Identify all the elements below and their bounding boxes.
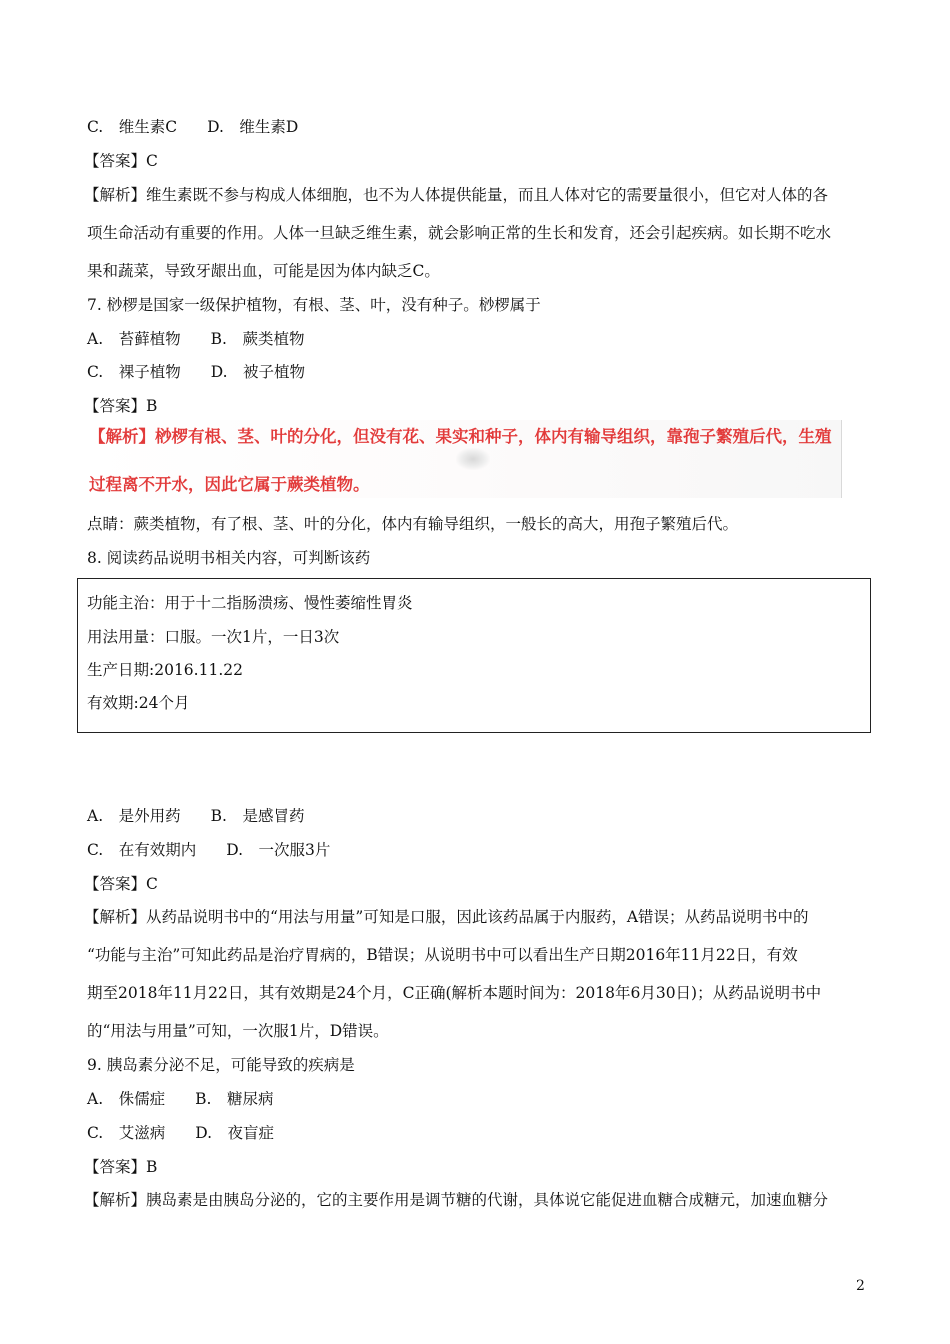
q8-analysis-line-3: 期至2018年11月22日，其有效期是24个月，C正确(解析本题时间为：2018年6月30日)；从药品说明书中 — [87, 984, 822, 1002]
q7-option-a: A. 苔藓植物 — [87, 330, 181, 348]
q9-option-c: C. 艾滋病 — [87, 1124, 166, 1142]
q9-option-b: B. 糖尿病 — [195, 1090, 274, 1108]
drug-label-expiry: 有效期:24个月 — [87, 694, 190, 712]
q7-option-b: B. 蕨类植物 — [210, 330, 305, 348]
q7-options-ab — [87, 329, 304, 349]
q8-option-d: D. 一次服3片 — [226, 841, 331, 859]
q7-option-d: D. 被子植物 — [210, 363, 306, 381]
q8-analysis-line-2: “功能与主治”可知此药品是治疗胃病的，B错误；从说明书中可以看出生产日期2016年11月22日，有效 — [87, 946, 798, 964]
q6-analysis-line-2: 项生命活动有重要的作用。人体一旦缺乏维生素，就会影响正常的生长和发育，还会引起疾病。如长期不吃水 — [87, 224, 832, 242]
q8-question: 8. 阅读药品说明书相关内容，可判断该药 — [87, 549, 371, 567]
q6-option-d: D. 维生素D — [207, 118, 299, 136]
q8-analysis-line-4: 的“用法与用量”可知，一次服1片，D错误。 — [87, 1022, 389, 1040]
q9-options-ab — [87, 1089, 273, 1109]
q7-comment: 点睛：蕨类植物，有了根、茎、叶的分化，体内有输导组织，一般长的高大，用孢子繁殖后代。 — [87, 515, 739, 533]
page-number: 2 — [856, 1278, 865, 1294]
image-smudge — [456, 448, 490, 470]
q9-answer: 【答案】B — [84, 1158, 158, 1176]
q8-option-b: B. 是感冒药 — [210, 807, 305, 825]
drug-label-production-date: 生产日期:2016.11.22 — [87, 661, 243, 679]
q6-analysis-line-1: 【解析】维生素既不参与构成人体细胞，也不为人体提供能量，而且人体对它的需要量很小，但它对人体的各 — [84, 186, 829, 204]
q7-analysis-red-line-2: 过程离不开水，因此它属于蕨类植物。 — [89, 475, 370, 494]
q7-options-cd — [87, 362, 305, 382]
q7-question: 7. 桫椤是国家一级保护植物，有根、茎、叶，没有种子。桫椤属于 — [87, 296, 541, 314]
q9-options-cd — [87, 1123, 274, 1143]
q8-analysis-line-1: 【解析】从药品说明书中的“用法与用量”可知是口服，因此该药品属于内服药，A错误；从药品说明书中的 — [84, 908, 809, 926]
q9-option-d: D. 夜盲症 — [195, 1124, 275, 1142]
q8-option-c: C. 在有效期内 — [87, 841, 197, 859]
drug-label-indication: 功能主治：用于十二指肠溃疡、慢性萎缩性胃炎 — [87, 594, 413, 612]
q8-options-cd — [87, 840, 330, 860]
q8-options-ab — [87, 806, 304, 826]
drug-label-box — [77, 578, 871, 733]
q6-option-c: C. 维生素C — [87, 118, 178, 136]
drug-label-dosage: 用法用量：口服。一次1片，一日3次 — [87, 628, 340, 646]
q6-analysis-line-3: 果和蔬菜，导致牙龈出血，可能是因为体内缺乏C。 — [87, 262, 440, 280]
q6-options-cd — [87, 117, 298, 137]
q6-answer: 【答案】C — [84, 152, 158, 170]
q8-answer: 【答案】C — [84, 875, 158, 893]
q7-answer: 【答案】B — [84, 397, 158, 415]
q9-option-a: A. 侏儒症 — [87, 1090, 166, 1108]
q7-option-c: C. 裸子植物 — [87, 363, 181, 381]
q8-option-a: A. 是外用药 — [87, 807, 181, 825]
q9-question: 9. 胰岛素分泌不足，可能导致的疾病是 — [87, 1056, 355, 1074]
q9-analysis-line-1: 【解析】胰岛素是由胰岛分泌的，它的主要作用是调节糖的代谢，具体说它能促进血糖合成糖元，加速血糖分 — [84, 1191, 829, 1209]
q7-analysis-red-line-1: 【解析】桫椤有根、茎、叶的分化，但没有花、果实和种子，体内有输导组织，靠孢子繁殖后代，生殖 — [89, 427, 832, 446]
